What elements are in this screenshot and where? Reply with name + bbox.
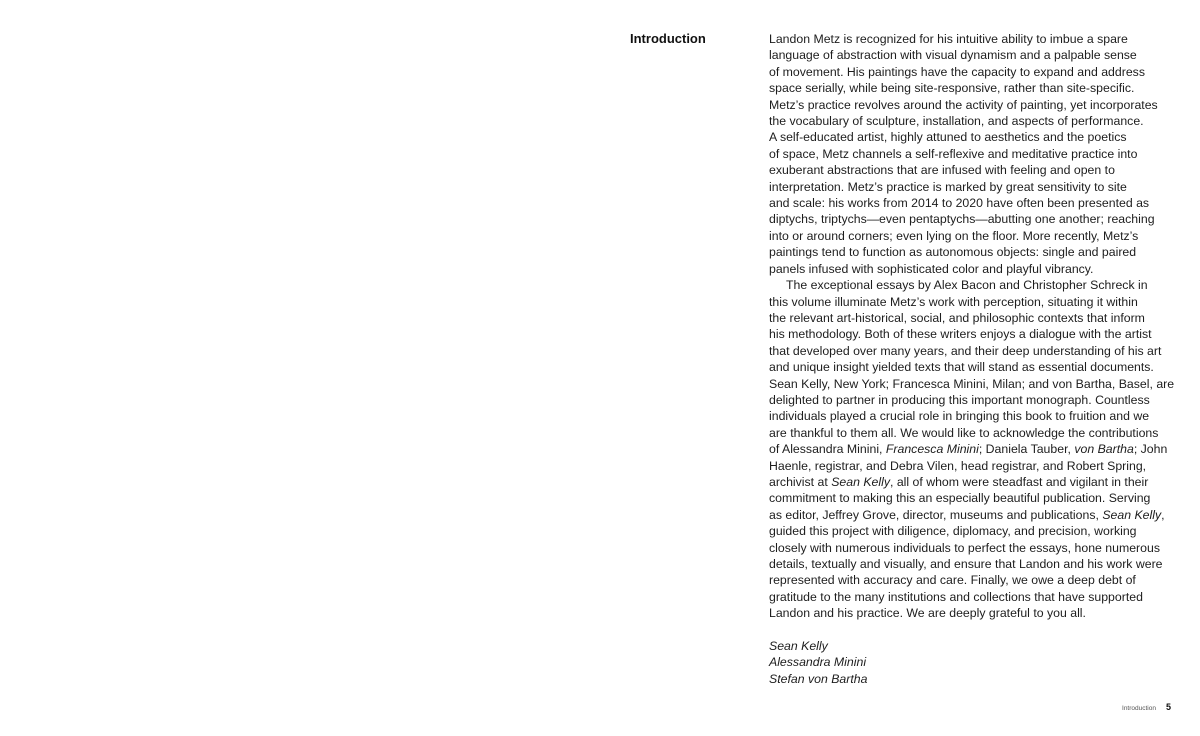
text-line: delighted to partner in producing this important monograph. Countless [769,392,1150,407]
text-line: Sean Kelly, New York; Francesca Minini, Milan; and von Bartha, Basel, are [769,376,1175,391]
text-line: paintings tend to function as autonomous objects: single and paired [769,245,1137,260]
text-line [769,441,1179,457]
text-line: of space, Metz channels a self-reflexive and meditative practice into [769,146,1138,161]
text-line: that developed over many years, and their deep understanding of his art [769,343,1162,358]
text-line: Metz’s practice revolves around the activity of painting, yet incorporates [769,97,1158,112]
paragraph-1 [769,31,1179,277]
text-run: ; John [1133,442,1168,457]
text-line: diptychs, triptychs—even pentaptychs—abutting one another; reaching [769,212,1155,227]
text-line: A self-educated artist, highly attuned to aesthetics and the poetics [769,130,1127,145]
text-line: interpretation. Metz’s practice is marked by great sensitivity to site [769,179,1127,194]
text-line: into or around corners; even lying on the floor. More recently, Metz’s [769,228,1139,243]
text-line: commitment to making this an especially beautiful publication. Serving [769,491,1151,506]
text-line: represented with accuracy and care. Finally, we owe a deep debt of [769,573,1136,588]
text-run: as editor, Jeffrey Grove, director, museums and publications, [769,507,1103,522]
section-heading: Introduction [630,31,706,46]
signature-name: Sean Kelly [769,639,828,654]
body-text [769,31,1179,687]
text-line: are thankful to them all. We would like to acknowledge the contributions [769,425,1159,440]
text-run: of Alessandra Minini, [769,442,886,457]
text-run: ; Daniela Tauber, [978,442,1075,457]
footer-section-label: Introduction [1122,705,1156,712]
text-line: closely with numerous individuals to perfect the essays, hone numerous [769,540,1160,555]
text-line: panels infused with sophisticated color and playful vibrancy. [769,261,1094,276]
text-line: The exceptional essays by Alex Bacon and Christopher Schreck in [786,278,1148,293]
signature-name: Alessandra Minini [769,655,867,670]
text-line: of movement. His paintings have the capacity to expand and address [769,64,1145,79]
paragraph-2 [769,277,1179,622]
text-run: , [1161,507,1165,522]
text-line: and scale: his works from 2014 to 2020 have often been presented as [769,196,1150,211]
signature-name: Stefan von Bartha [769,671,868,686]
text-line: details, textually and visually, and ensure that Landon and his work were [769,557,1163,571]
page-footer [1122,702,1171,712]
text-line: individuals played a crucial role in bringing this book to fruition and we [769,409,1150,424]
text-line: Haenle, registrar, and Debra Vilen, head registrar, and Robert Spring, [769,458,1147,473]
italic-name: von Bartha [1074,442,1134,457]
text-line: exuberant abstractions that are infused with feeling and open to [769,163,1115,178]
text-line: the relevant art-historical, social, and philosophic contexts that inform [769,310,1145,325]
italic-name: Sean Kelly [1102,507,1162,522]
text-line: this volume illuminate Metz’s work with perception, situating it within [769,294,1138,309]
text-line: his methodology. Both of these writers enjoys a dialogue with the artist [769,327,1152,342]
text-line: the vocabulary of sculpture, installation, and aspects of performance. [769,114,1144,129]
italic-name: Sean Kelly [831,474,890,489]
text-run: archivist at [769,474,832,489]
text-line: guided this project with diligence, diplomacy, and precision, working [769,524,1137,539]
text-line [769,507,1179,523]
text-line: gratitude to the many institutions and collections that have supported [769,589,1143,604]
page-number: 5 [1165,702,1171,712]
text-line: and unique insight yielded texts that will stand as essential documents. [769,360,1154,375]
text-line: language of abstraction with visual dynamism and a palpable sense [769,48,1137,63]
text-line: Landon and his practice. We are deeply grateful to you all. [769,606,1086,621]
text-line [769,474,1179,490]
italic-name: Francesca Minini [885,442,979,457]
text-run: , all of whom were steadfast and vigilant in their [889,474,1149,489]
signature-block [769,638,1179,687]
text-line: space serially, while being site-responsive, rather than site-specific. [769,81,1135,96]
text-line: Landon Metz is recognized for his intuitive ability to imbue a spare [769,32,1128,46]
